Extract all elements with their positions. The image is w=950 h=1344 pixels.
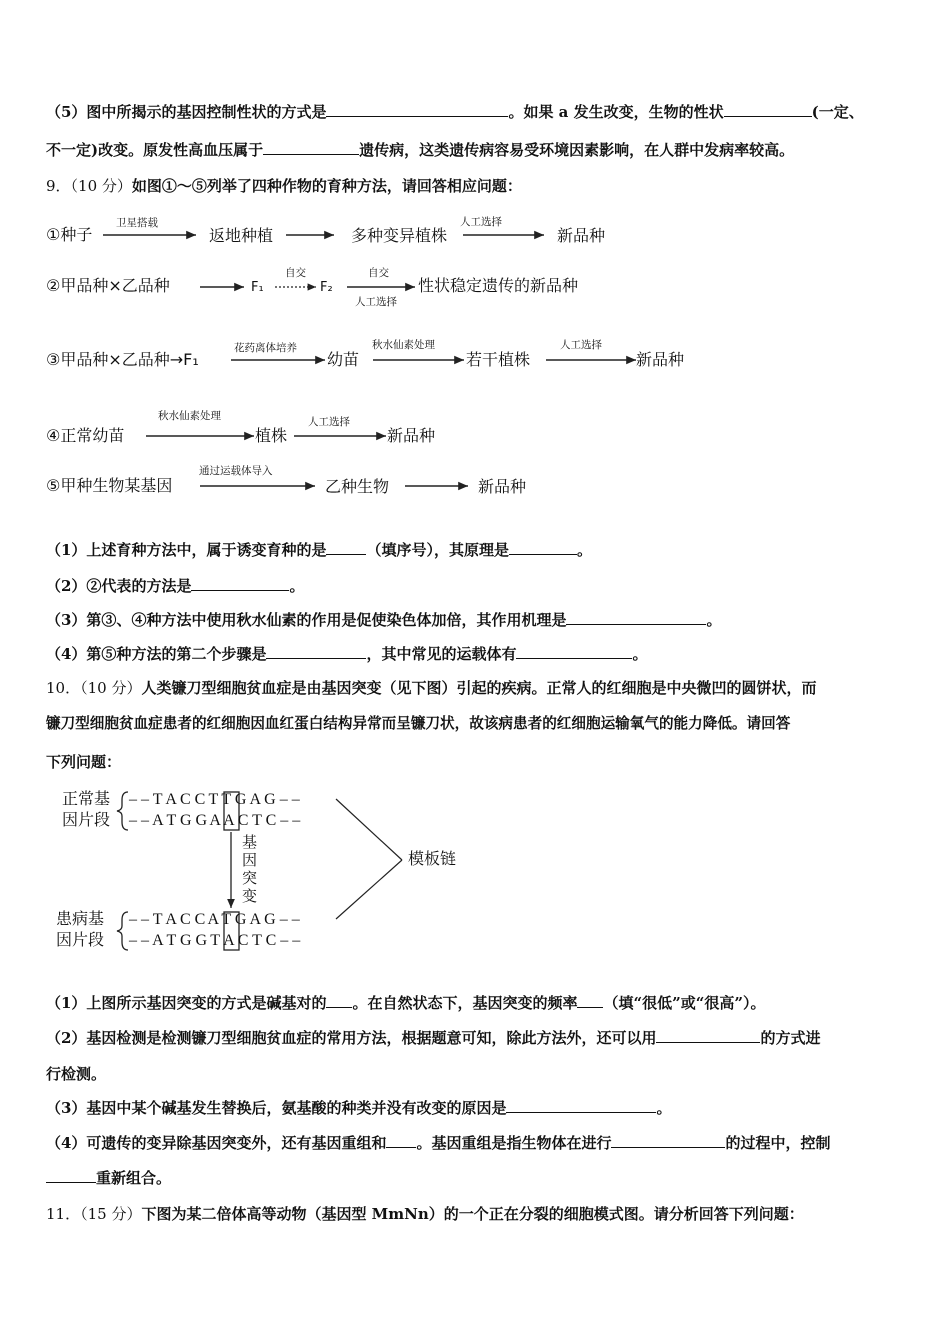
mutation-char: 变 xyxy=(242,889,258,905)
row3-node3: 若干植株 xyxy=(466,350,531,369)
row1-node3: 多种变异植株 xyxy=(351,226,448,245)
brace-sick xyxy=(117,912,128,950)
answer-blank[interactable] xyxy=(611,1133,725,1148)
q10-sub1: （1）上图所示基因突变的方式是碱基对的 。在自然状态下，基因突变的频率 （填“很低”或“很高”）。 xyxy=(46,994,766,1012)
answer-blank[interactable] xyxy=(506,1098,656,1113)
answer-blank[interactable] xyxy=(386,1133,416,1148)
row1-node2: 返地种植 xyxy=(209,226,274,245)
row4-label1: 秋水仙素处理 xyxy=(158,410,221,422)
template-chain-label: 模板链 xyxy=(408,851,457,868)
answer-blank[interactable] xyxy=(577,993,603,1008)
row3-node4: 新品种 xyxy=(636,350,685,369)
q10-stem-line3: 下列问题： xyxy=(46,753,122,771)
normal-gene-label: 正常基 xyxy=(62,791,111,808)
row5-node2: 乙种生物 xyxy=(325,477,390,496)
template-line-bottom xyxy=(336,860,402,919)
row2-end: 性状稳定遗传的新品种 xyxy=(418,276,579,295)
template-line-top xyxy=(336,799,402,860)
normal-gene-label: 因片段 xyxy=(62,812,111,829)
row1-label3: 人工选择 xyxy=(460,216,502,228)
q10-stem-line1: 10．（10 分）人类镰刀型细胞贫血症是由基因突变（见下图）引起的疾病。正常人的红细胞是中央微凹的圆饼状，而 xyxy=(46,679,817,697)
row3-label2: 秋水仙素处理 xyxy=(372,339,435,351)
row2-label1: 自交 xyxy=(285,267,306,279)
q8-part5-line1: （5）图中所揭示的基因控制性状的方式是 。如果 a 发生改变，生物的性状 (一定、 xyxy=(46,103,864,121)
row3-label1: 花药离体培养 xyxy=(234,342,297,354)
row2-start: ②甲品种×乙品种 xyxy=(46,276,170,295)
q11-stem: 11．（15 分）下图为某二倍体高等动物（基因型 MmNn）的一个正在分裂的细胞模式图。请分析回答下列问题： xyxy=(46,1205,804,1223)
row3-label3: 人工选择 xyxy=(560,339,602,351)
answer-blank[interactable] xyxy=(326,993,352,1008)
q10-sub4-line2: 重新组合。 xyxy=(46,1168,171,1188)
sick-gene-label: 因片段 xyxy=(56,932,105,949)
sick-top-strand: – – T A C C A T G A G – – xyxy=(129,911,300,928)
row2-f1: F₁ xyxy=(251,280,264,295)
q9-stem: 9．（10 分）如图①～⑤列举了四种作物的育种方法，请回答相应问题： xyxy=(46,177,522,195)
sick-bottom-strand: – – A T G G T A C T C – – xyxy=(129,932,301,949)
row2-label2b: 人工选择 xyxy=(355,296,397,308)
q10-sub2-line1: （2）基因检测是检测镰刀型细胞贫血症的常用方法，根据题意可知，除此方法外，还可以用 的方式进 xyxy=(46,1029,821,1047)
row3-start: ③甲品种×乙品种→F₁ xyxy=(46,350,199,369)
row1-start: ①种子 xyxy=(46,225,93,244)
normal-top-strand: – – T A C C T T G A G – – xyxy=(129,791,300,808)
q10-stem-line2: 镰刀型细胞贫血症患者的红细胞因血红蛋白结构异常而呈镰刀状，故该病患者的红细胞运输氧气的能力降低。请回答 xyxy=(46,715,791,732)
q9-sub2: （2）②代表的方法是 。 xyxy=(46,577,305,595)
answer-blank[interactable] xyxy=(46,1168,96,1183)
q9-sub4: （4）第⑤种方法的第二个步骤是 ，其中常见的运载体有 。 xyxy=(46,645,648,663)
mutation-char: 基 xyxy=(242,835,258,851)
row5-start: ⑤甲种生物某基因 xyxy=(46,476,173,495)
answer-blank[interactable] xyxy=(656,1028,760,1043)
q8-part5-line2: 不一定)改变。原发性高血压属于 遗传病，这类遗传病容易受环境因素影响，在人群中发病率较高。 xyxy=(46,141,795,159)
row4-node3: 新品种 xyxy=(387,426,436,445)
row2-f2: F₂ xyxy=(320,280,333,295)
q10-sub3: （3）基因中某个碱基发生替换后，氨基酸的种类并没有改变的原因是 。 xyxy=(46,1099,672,1117)
mutation-char: 突 xyxy=(242,871,258,887)
normal-bottom-strand: – – A T G G A A C T C – – xyxy=(129,812,301,829)
q9-sub3: （3）第③、④种方法中使用秋水仙素的作用是促使染色体加倍，其作用机理是 。 xyxy=(46,611,722,629)
row5-node3: 新品种 xyxy=(478,477,527,496)
row4-label2: 人工选择 xyxy=(308,416,350,428)
row3-node2: 幼苗 xyxy=(327,350,360,369)
row4-start: ④正常幼苗 xyxy=(46,426,125,445)
row1-node4: 新品种 xyxy=(557,226,606,245)
brace-normal xyxy=(117,792,128,830)
q10-sub2-line2: 行检测。 xyxy=(46,1065,107,1083)
mutation-char: 因 xyxy=(242,853,258,869)
row5-label1: 通过运载体导入 xyxy=(199,465,273,477)
row2-label2a: 自交 xyxy=(368,267,389,279)
q10-sub4-line1: （4）可遗传的变异除基因突变外，还有基因重组和 。基因重组是指生物体在进行 的过程中，控制 xyxy=(46,1134,831,1152)
q9-sub1: （1）上述育种方法中，属于诱变育种的是 （填序号），其原理是 。 xyxy=(46,541,592,559)
sick-gene-label: 患病基 xyxy=(56,911,105,928)
row1-label1: 卫星搭载 xyxy=(116,217,158,229)
row4-node2: 植株 xyxy=(255,426,288,445)
